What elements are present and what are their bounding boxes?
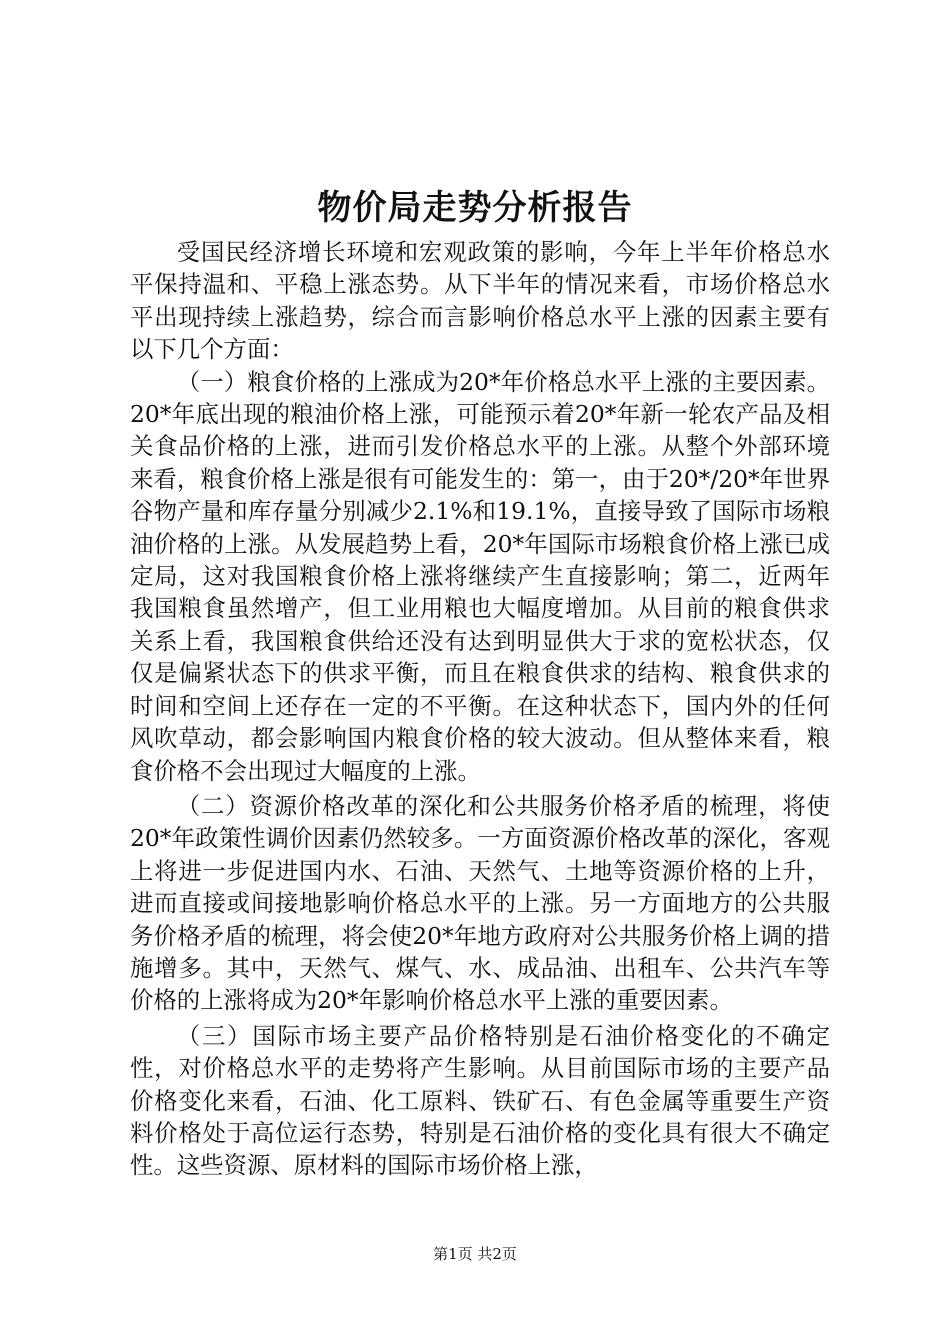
paragraph-intro: 受国民经济增长环境和宏观政策的影响，今年上半年价格总水平保持温和、平稳上涨态势。从下半年的情况来看，市场价格总水平出现持续上涨趋势，综合而言影响价格总水平上涨的因素主要有以下几个方面： — [130, 238, 830, 364]
paragraph-section-1: （一）粮食价格的上涨成为20*年价格总水平上涨的主要因素。20*年底出现的粮油价格上涨，可能预示着20*年新一轮农产品及相关食品价格的上涨，进而引发价格总水平的上涨。从整个外部环境来看，粮食价格上涨是很有可能发生的：第一，由于20*/20*年世界谷物产量和库存量分别减少2.1%和19.1%，直接导致了国际市场粮油价格的上涨。从发展趋势上看，20*年国际市场粮食价格上涨已成定局，这对我国粮食价格上涨将继续产生直接影响；第二，近两年我国粮食虽然增产，但工业用粮也大幅度增加。从目前的粮食供求关系上看，我国粮食供给还没有达到明显供大于求的宽松状态，仅仅是偏紧状态下的供求平衡，而且在粮食供求的结构、粮食供求的时间和空间上还存在一定的不平衡。在这种状态下，国内外的任何风吹草动，都会影响国内粮食价格的较大波动。但从整体来看，粮食价格不会出现过大幅度的上涨。 — [130, 367, 830, 785]
paragraph-section-3: （三）国际市场主要产品价格特别是石油价格变化的不确定性，对价格总水平的走势将产生影响。从目前国际市场的主要产品价格变化来看，石油、化工原料、铁矿石、有色金属等重要生产资料价格处于高位运行态势，特别是石油价格的变化具有很大不确定性。这些资源、原材料的国际市场价格上涨， — [130, 1021, 830, 1180]
document-title: 物价局走势分析报告 — [317, 188, 633, 228]
document-body — [130, 236, 830, 1182]
page-footer: 第1页 共2页 — [433, 1245, 517, 1263]
paragraph-section-2: （二）资源价格改革的深化和公共服务价格矛盾的梳理，将使20*年政策性调价因素仍然较多。一方面资源价格改革的深化，客观上将进一步促进国内水、石油、天然气、土地等资源价格的上升，进而直接或间接地影响价格总水平的上涨。另一方面地方的公共服务价格矛盾的梳理，将会使20*年地方政府对公共服务价格上调的措施增多。其中，天然气、煤气、水、成品油、出租车、公共汽车等价格的上涨将成为20*年影响价格总水平上涨的重要因素。 — [130, 791, 830, 1015]
